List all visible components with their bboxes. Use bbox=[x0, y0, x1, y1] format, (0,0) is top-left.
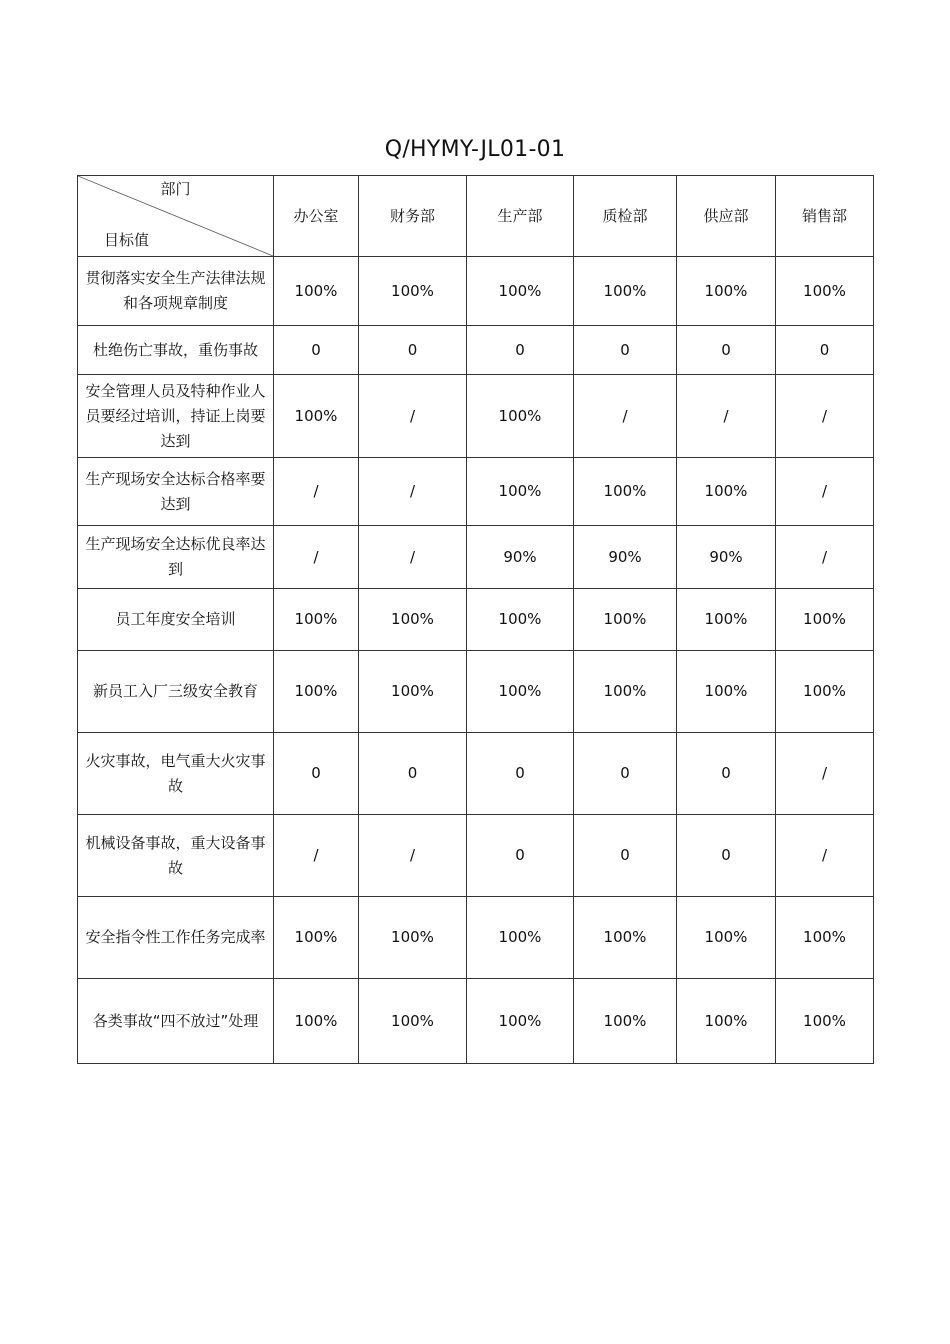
table-cell: 0 bbox=[574, 815, 677, 897]
table-cell: 100% bbox=[776, 257, 874, 326]
table-cell: / bbox=[359, 815, 467, 897]
table-cell: 100% bbox=[274, 897, 359, 979]
table-cell: 0 bbox=[574, 733, 677, 815]
table-cell: 100% bbox=[677, 979, 776, 1064]
table-cell: 0 bbox=[677, 733, 776, 815]
table-cell: 0 bbox=[359, 326, 467, 375]
row-label: 新员工入厂三级安全教育 bbox=[78, 651, 274, 733]
table-cell: 100% bbox=[574, 897, 677, 979]
table-cell: 90% bbox=[677, 526, 776, 589]
table-row bbox=[78, 458, 874, 526]
table-row bbox=[78, 979, 874, 1064]
table-cell: 0 bbox=[677, 326, 776, 375]
safety-targets-table bbox=[77, 175, 874, 1064]
target-axis-label: 目标值 bbox=[104, 231, 150, 249]
table-cell: 0 bbox=[467, 733, 574, 815]
table-cell: / bbox=[359, 375, 467, 458]
table-cell: / bbox=[359, 526, 467, 589]
row-label: 生产现场安全达标合格率要达到 bbox=[78, 458, 274, 526]
table-cell: 100% bbox=[776, 651, 874, 733]
table-cell: 100% bbox=[467, 897, 574, 979]
table-cell: / bbox=[359, 458, 467, 526]
table-cell: / bbox=[274, 458, 359, 526]
table-cell: 100% bbox=[359, 979, 467, 1064]
table-cell: 100% bbox=[274, 589, 359, 651]
table-cell: 100% bbox=[359, 897, 467, 979]
table-cell: / bbox=[776, 733, 874, 815]
dept-header: 质检部 bbox=[574, 176, 677, 257]
row-label: 员工年度安全培训 bbox=[78, 589, 274, 651]
row-label: 安全指令性工作任务完成率 bbox=[78, 897, 274, 979]
table-row bbox=[78, 733, 874, 815]
table-cell: 100% bbox=[574, 458, 677, 526]
table-row bbox=[78, 375, 874, 458]
table-cell: 0 bbox=[274, 733, 359, 815]
dept-header: 财务部 bbox=[359, 176, 467, 257]
table-cell: / bbox=[776, 526, 874, 589]
table-row bbox=[78, 651, 874, 733]
table-cell: 100% bbox=[359, 651, 467, 733]
table-cell: 100% bbox=[574, 979, 677, 1064]
table-cell: / bbox=[776, 815, 874, 897]
row-label: 各类事故“四不放过”处理 bbox=[78, 979, 274, 1064]
document-code: Q/HYMY-JL01-01 bbox=[384, 137, 566, 162]
table-cell: 100% bbox=[274, 651, 359, 733]
table-cell: 0 bbox=[359, 733, 467, 815]
table-cell: / bbox=[274, 815, 359, 897]
table-cell: 100% bbox=[574, 651, 677, 733]
table-cell: 0 bbox=[677, 815, 776, 897]
table-cell: 100% bbox=[274, 257, 359, 326]
table-cell: 100% bbox=[677, 589, 776, 651]
table-cell: 100% bbox=[776, 897, 874, 979]
table-cell: 100% bbox=[467, 651, 574, 733]
table-cell: 100% bbox=[677, 897, 776, 979]
table-cell: 0 bbox=[574, 326, 677, 375]
dept-header: 销售部 bbox=[776, 176, 874, 257]
row-label: 火灾事故，电气重大火灾事故 bbox=[78, 733, 274, 815]
table-cell: 100% bbox=[359, 257, 467, 326]
table-cell: 90% bbox=[574, 526, 677, 589]
table-cell: 0 bbox=[467, 815, 574, 897]
table-cell: 100% bbox=[776, 589, 874, 651]
table-cell: 100% bbox=[359, 589, 467, 651]
table-cell: / bbox=[677, 375, 776, 458]
table-cell: 100% bbox=[574, 257, 677, 326]
table-cell: 100% bbox=[467, 375, 574, 458]
table-cell: 100% bbox=[677, 458, 776, 526]
table-cell: 0 bbox=[274, 326, 359, 375]
table-cell: 100% bbox=[274, 375, 359, 458]
table-cell: / bbox=[776, 375, 874, 458]
row-label: 杜绝伤亡事故，重伤事故 bbox=[78, 326, 274, 375]
table-cell: 100% bbox=[677, 651, 776, 733]
table-row bbox=[78, 326, 874, 375]
table-cell: 100% bbox=[776, 979, 874, 1064]
table-cell: 0 bbox=[776, 326, 874, 375]
header-row bbox=[78, 176, 874, 257]
table-cell: 100% bbox=[467, 589, 574, 651]
dept-header: 办公室 bbox=[274, 176, 359, 257]
row-label: 生产现场安全达标优良率达到 bbox=[78, 526, 274, 589]
row-label: 贯彻落实安全生产法律法规和各项规章制度 bbox=[78, 257, 274, 326]
table-cell: 100% bbox=[677, 257, 776, 326]
row-label: 安全管理人员及特种作业人员要经过培训，持证上岗要达到 bbox=[78, 375, 274, 458]
table-cell: / bbox=[274, 526, 359, 589]
table-cell: / bbox=[574, 375, 677, 458]
corner-cell bbox=[78, 176, 274, 257]
dept-header: 生产部 bbox=[467, 176, 574, 257]
dept-header: 供应部 bbox=[677, 176, 776, 257]
table-cell: 100% bbox=[467, 458, 574, 526]
table-cell: 0 bbox=[467, 326, 574, 375]
table-row bbox=[78, 526, 874, 589]
table-cell: 100% bbox=[574, 589, 677, 651]
department-axis-label: 部门 bbox=[160, 180, 191, 198]
table-cell: / bbox=[776, 458, 874, 526]
table-row bbox=[78, 815, 874, 897]
table-row bbox=[78, 897, 874, 979]
table-cell: 100% bbox=[467, 257, 574, 326]
table-row bbox=[78, 257, 874, 326]
table-row bbox=[78, 589, 874, 651]
table-cell: 100% bbox=[274, 979, 359, 1064]
row-label: 机械设备事故，重大设备事故 bbox=[78, 815, 274, 897]
table-cell: 100% bbox=[467, 979, 574, 1064]
table-cell: 90% bbox=[467, 526, 574, 589]
